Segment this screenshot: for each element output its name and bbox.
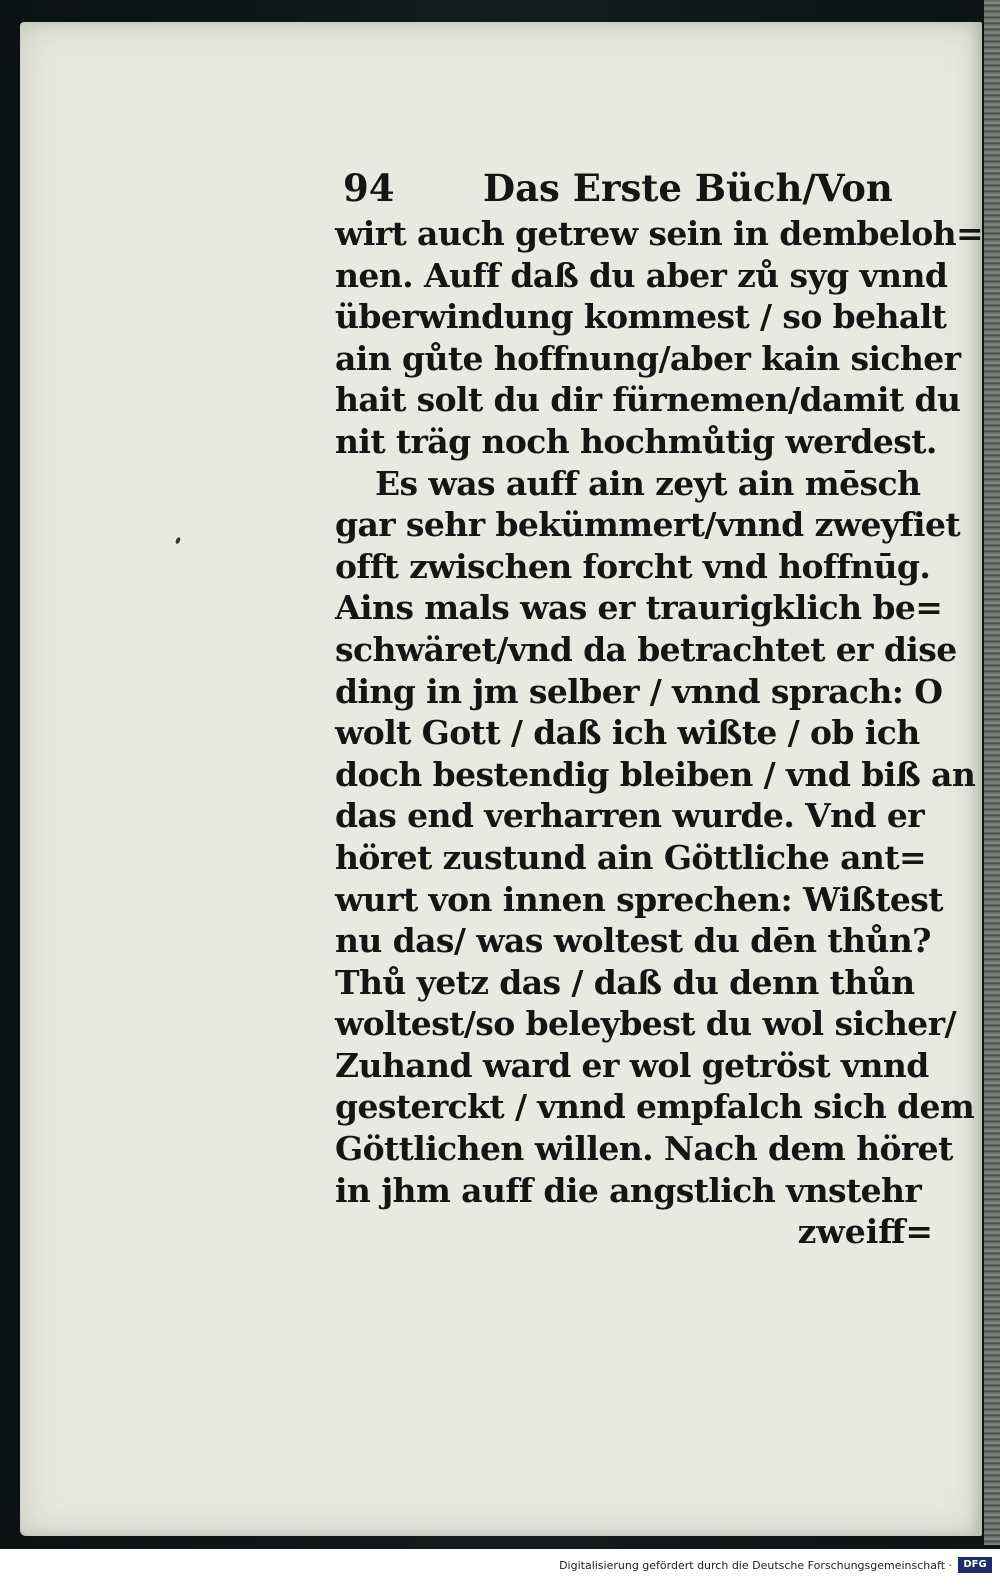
text-line: Ains mals was er traurigklich be=: [335, 588, 943, 628]
text-line: schwäret/vnd da betrachtet er dise: [335, 629, 957, 669]
text-line: höret zustund ain Göttliche ant=: [335, 837, 927, 877]
text-line: doch bestendig bleiben / vnd biß an: [335, 754, 976, 794]
paper-speck: [175, 536, 182, 544]
text-line: offt zwischen forcht vnd hoffnūg.: [335, 546, 931, 586]
text-line: nit träg noch hochmůtig werdest.: [335, 421, 937, 461]
text-line: Göttlichen willen. Nach dem höret: [335, 1129, 953, 1169]
text-line: nu das/ was woltest du dēn thůn?: [335, 921, 931, 961]
text-line: wolt Gott / daß ich wißte / ob ich: [335, 713, 920, 753]
footer-bar: [0, 1549, 1000, 1585]
running-head: [335, 163, 955, 213]
dfg-logo: DFG: [958, 1557, 992, 1573]
text-line: nen. Auff daß du aber zů syg vnnd: [335, 255, 948, 295]
text-line-paragraph-start: Es was auff ain zeyt ain mēsch: [375, 463, 921, 503]
text-line: Thů yetz das / daß du denn thůn: [335, 962, 915, 1002]
book-edge: [984, 0, 1000, 1545]
text-line: ding in jm selber / vnnd sprach: O: [335, 671, 943, 711]
text-line: gar sehr bekümmert/vnnd zweyfiet: [335, 505, 961, 545]
page-number: 94: [343, 166, 395, 210]
running-head-title: Das Erste Büch/Von: [483, 166, 893, 210]
text-line: wurt von innen sprechen: Wißtest: [335, 879, 943, 919]
text-line: in jhm auff die angstlich vnstehr: [335, 1170, 922, 1210]
catchword: zweiff=: [797, 1212, 933, 1252]
text-line: woltest/so beleybest du wol sicher/: [335, 1004, 956, 1044]
text-line: wirt auch getrew sein in dembeloh=: [335, 214, 984, 253]
digitization-credit: Digitalisierung gefördert durch die Deutsche Forschungsgemeinschaft ·: [559, 1559, 952, 1572]
text-line: hait solt du dir fürnemen/damit du: [335, 380, 961, 420]
text-line: ain gůte hoffnung/aber kain sicher: [335, 338, 961, 378]
text-line: Zuhand ward er wol getröst vnnd: [335, 1045, 929, 1085]
text-line: das end verharren wurde. Vnd er: [335, 796, 925, 836]
text-line: gesterckt / vnnd empfalch sich dem: [335, 1087, 975, 1127]
text-line: überwindung kommest / so behalt: [335, 297, 947, 337]
text-block: [335, 163, 984, 1253]
